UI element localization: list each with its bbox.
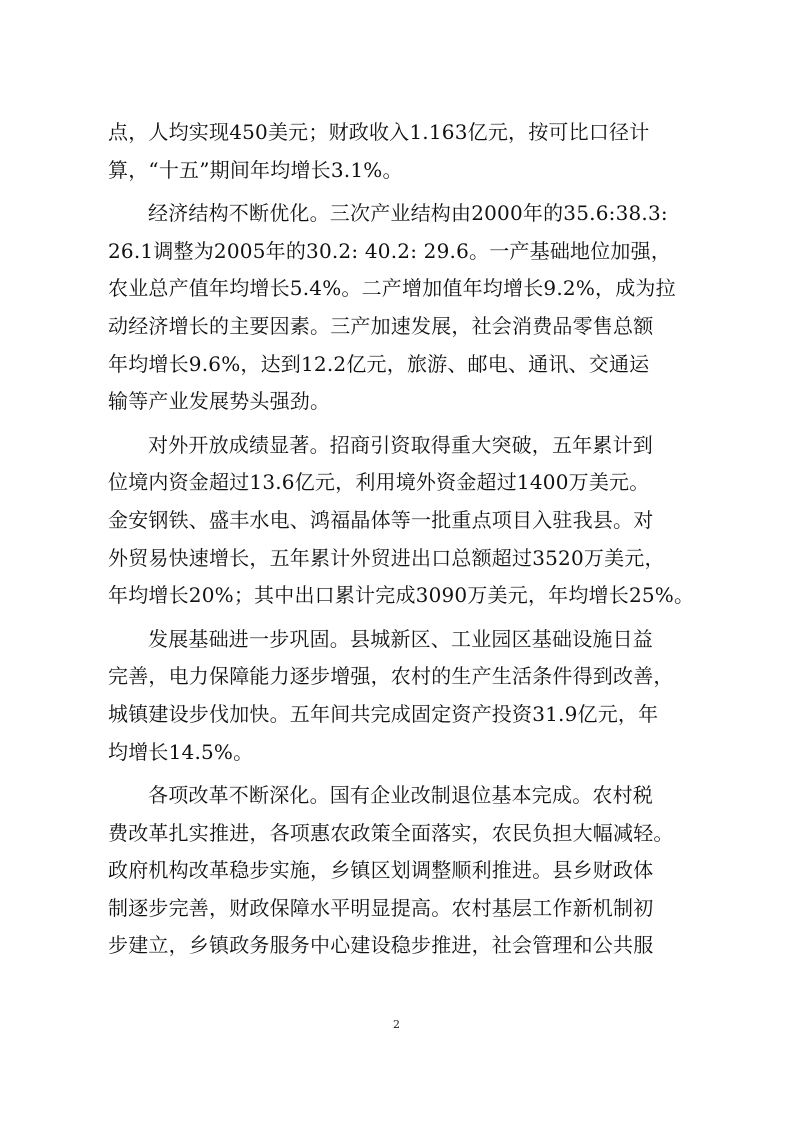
- text-line: 输等产业发展势头强劲。: [108, 389, 331, 414]
- text-line: 26.1调整为2005年的30.2: 40.2: 29.6。一产基础地位加强，: [108, 238, 672, 263]
- paragraph-heading-line: 发展基础进一步巩固。县城新区、工业园区基础设施日益: [148, 626, 653, 651]
- text-line: 均增长14.5%。: [108, 739, 254, 764]
- text-line: 年均增长20%；其中出口累计完成3090万美元，年均增长25%。: [108, 583, 695, 608]
- text-line: 位境内资金超过13.6亿元，利用境外资金超过1400万美元。: [108, 470, 650, 495]
- text-line: 完善，电力保障能力逐步增强，农村的生产生活条件得到改善，: [108, 664, 674, 689]
- text-line: 金安钢铁、盛丰水电、鸿福晶体等一批重点项目入驻我县。对: [108, 507, 654, 532]
- text-line: 费改革扎实推进，各项惠农政策全面落实，农民负担大幅减轻。: [108, 820, 674, 845]
- text-line: 城镇建设步伐加快。五年间共完成固定资产投资31.9亿元，年: [108, 701, 659, 726]
- paragraph-heading-line: 各项改革不断深化。国有企业改制退位基本完成。农村税: [148, 783, 653, 808]
- text-line: 农业总产值年均增长5.4%。二产增加值年均增长9.2%，成为拉: [108, 276, 676, 301]
- text-line: 政府机构改革稳步实施，乡镇区划调整顺利推进。县乡财政体: [108, 858, 654, 883]
- text-line: 点，人均实现450美元；财政收入1.163亿元，按可比口径计: [108, 120, 650, 144]
- paragraph-heading-line: 经济结构不断优化。三次产业结构由2000年的35.6:38.3:: [148, 201, 668, 226]
- text-line: 算，“十五”期间年均增长3.1%。: [108, 157, 403, 182]
- text-line: 年均增长9.6%，达到12.2亿元，旅游、邮电、通讯、交通运: [108, 351, 650, 376]
- page-number: 2: [393, 1018, 400, 1031]
- text-line: 外贸易快速增长，五年累计外贸进出口总额超过3520万美元，: [108, 545, 665, 570]
- text-line: 步建立，乡镇政务服务中心建设稳步推进，社会管理和公共服: [108, 933, 654, 958]
- body-text: [108, 114, 695, 965]
- text-line: 动经济增长的主要因素。三产加速发展，社会消费品零售总额: [108, 313, 654, 338]
- text-line: 制逐步完善，财政保障水平明显提高。农村基层工作新机制初: [108, 895, 654, 920]
- paragraph-heading-line: 对外开放成绩显著。招商引资取得重大突破，五年累计到: [148, 432, 653, 457]
